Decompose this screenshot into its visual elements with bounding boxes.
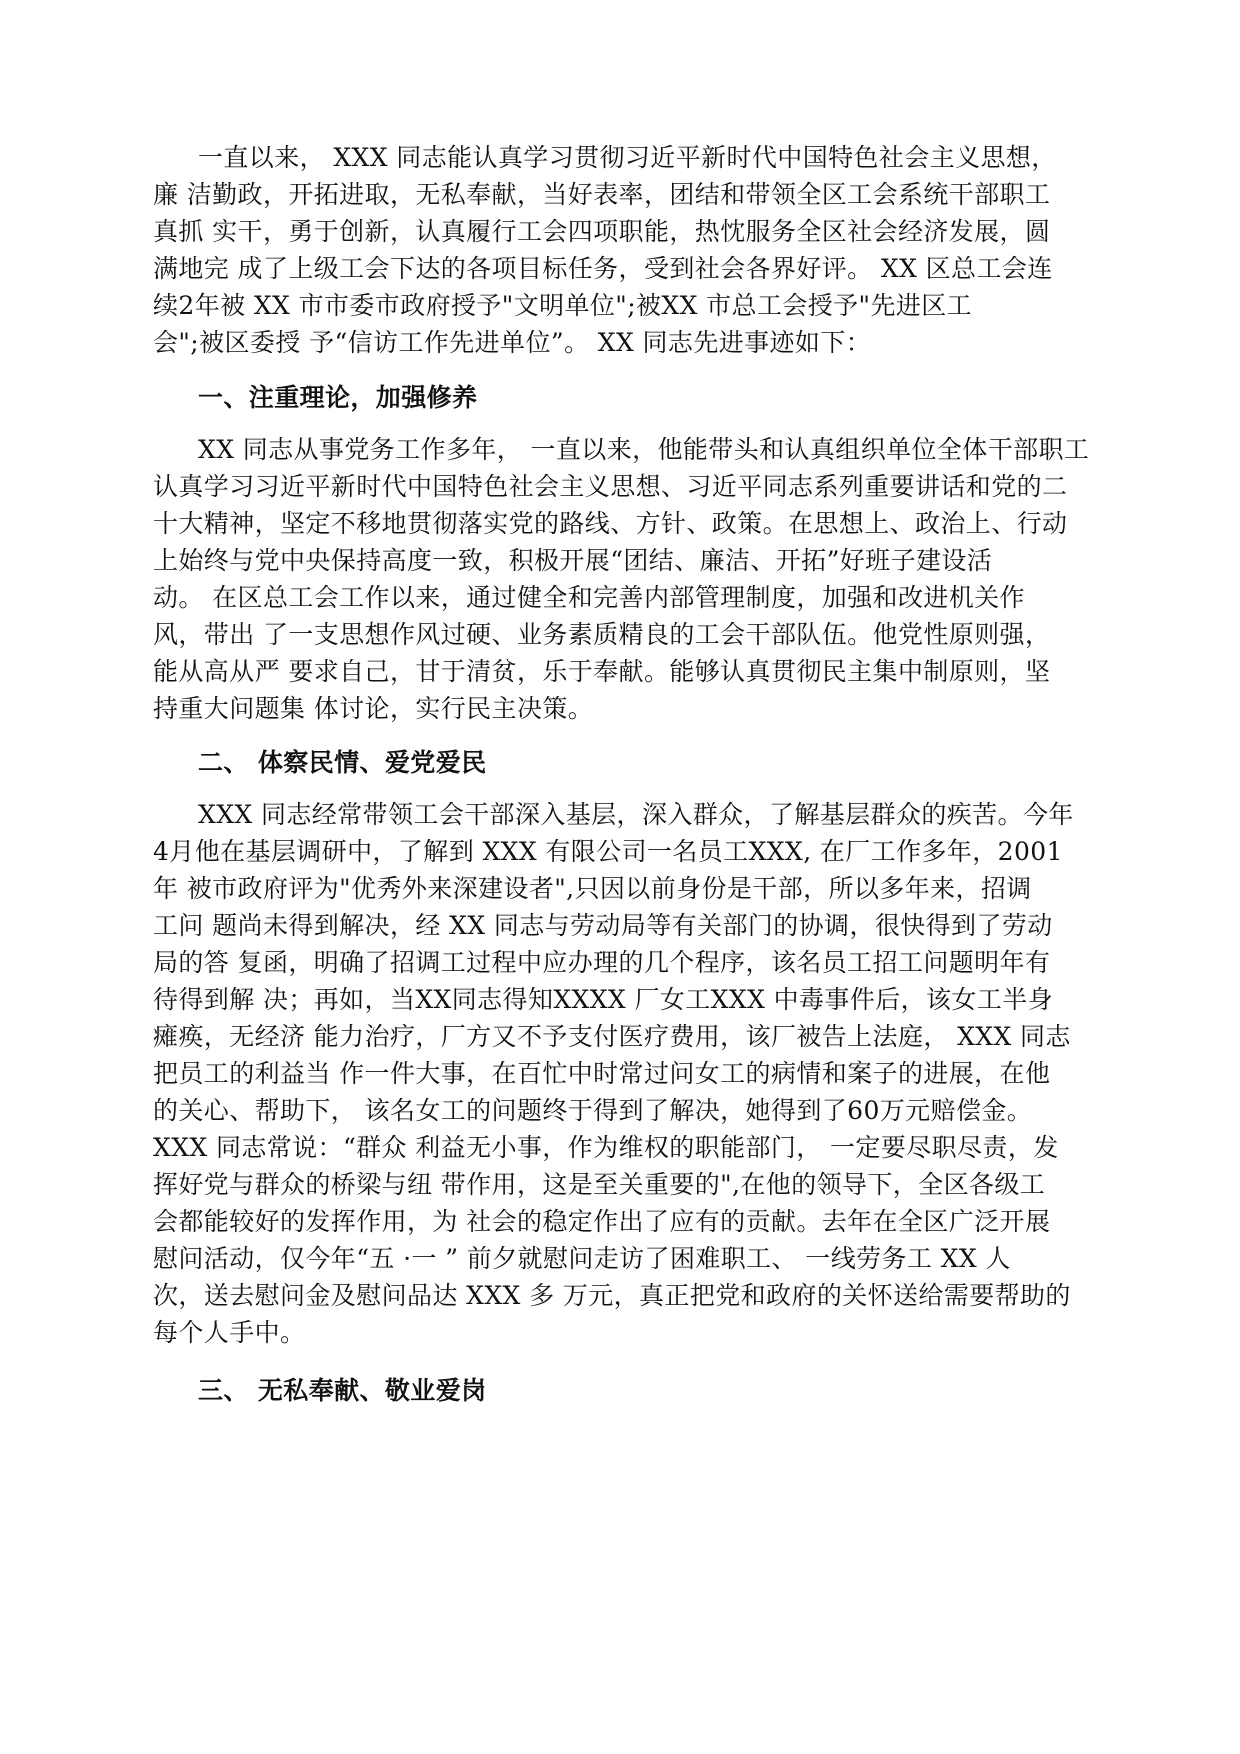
section1-line-6: 风，带出 了一支思想作风过硬、业务素质精良的工会干部队伍。他党性原则强， [153, 620, 1051, 649]
intro-line-2: 廉 洁勤政，开拓进取，无私奉献，当好表率，团结和带领全区工会系统干部职工 [153, 180, 1051, 209]
section1-heading: 一、注重理论，加强修养 [198, 383, 478, 412]
section2-line-1: XXX 同志经常带领工会干部深入基层，深入群众，了解基层群众的疾苦。今年 [198, 800, 1074, 829]
section1-line-2: 认真学习习近平新时代中国特色社会主义思想、习近平同志系列重要讲话和党的二 [153, 472, 1068, 501]
intro-line-6: 会";被区委授 予“信访工作先进单位”。 XX 同志先进事迹如下： [153, 328, 872, 357]
section2-line-10: XXX 同志常说：“群众 利益无小事，作为维权的职能部门， 一定要尽职尽责，发 [153, 1133, 1059, 1162]
section1-line-5: 动。 在区总工会工作以来，通过健全和完善内部管理制度，加强和改进机关作 [153, 583, 1025, 612]
section3-heading: 三、 无私奉献、敬业爱岗 [198, 1376, 487, 1405]
section2-line-11: 挥好党与群众的桥梁与纽 带作用，这是至关重要的",在他的领导下，全区各级工 [153, 1170, 1046, 1199]
section1-line-3: 十大精神，坚定不移地贯彻落实党的路线、方针、政策。在思想上、政治上、行动 [153, 509, 1068, 538]
section2-line-15: 每个人手中。 [153, 1318, 306, 1347]
intro-line-5: 续2年被 XX 市市委市政府授予"文明单位";被XX 市总工会授予"先进区工 [153, 291, 973, 320]
section1-line-7: 能从高从严 要求自己，甘于清贫，乐于奉献。能够认真贯彻民主集中制原则，坚 [153, 657, 1051, 686]
section2-line-5: 局的答 复函，明确了招调工过程中应办理的几个程序，该名员工招工问题明年有 [153, 948, 1051, 977]
intro-line-1: 一直以来， XXX 同志能认真学习贯彻习近平新时代中国特色社会主义思想， [198, 143, 1057, 172]
section2-line-3: 年 被市政府评为"优秀外来深建设者",只因以前身份是干部，所以多年来，招调 [153, 874, 1032, 903]
section2-line-12: 会都能较好的发挥作用，为 社会的稳定作出了应有的贡献。去年在全区广泛开展 [153, 1207, 1051, 1236]
section1-line-8: 持重大问题集 体讨论，实行民主决策。 [153, 694, 594, 723]
section2-line-13: 慰问活动，仅今年“五 ·一 ” 前夕就慰问走访了困难职工、 一线劳务工 XX 人 [153, 1244, 1011, 1273]
section2-line-6: 待得到解 决；再如，当XX同志得知XXXX 厂女工XXX 中毒事件后，该女工半身 [153, 985, 1054, 1014]
section2-heading: 二、 体察民情、爱党爱民 [198, 748, 487, 777]
section2-line-9: 的关心、帮助下， 该名女工的问题终于得到了解决，她得到了60万元赔偿金。 [153, 1096, 1033, 1125]
section1-line-1: XX 同志从事党务工作多年， 一直以来，他能带头和认真组织单位全体干部职工 [198, 435, 1090, 464]
section2-line-14: 次，送去慰问金及慰问品达 XXX 多 万元，真正把党和政府的关怀送给需要帮助的 [153, 1281, 1071, 1310]
section2-line-4: 工问 题尚未得到解决，经 XX 同志与劳动局等有关部门的协调，很快得到了劳动 [153, 911, 1053, 940]
intro-line-4: 满地完 成了上级工会下达的各项目标任务，受到社会各界好评。 XX 区总工会连 [153, 254, 1053, 283]
section2-line-2: 4月他在基层调研中，了解到 XXX 有限公司一名员工XXX, 在厂工作多年，2001 [153, 837, 1063, 866]
intro-line-3: 真抓 实干，勇于创新，认真履行工会四项职能，热忱服务全区社会经济发展，圆 [153, 217, 1051, 246]
section2-line-8: 把员工的利益当 作一件大事，在百忙中时常过问女工的病情和案子的进展，在他 [153, 1059, 1051, 1088]
section2-line-7: 瘫痪，无经济 能力治疗，厂方又不予支付医疗费用，该厂被告上法庭， XXX 同志 [153, 1022, 1071, 1051]
section1-line-4: 上始终与党中央保持高度一致，积极开展“团结、廉洁、开拓”好班子建设活 [153, 546, 993, 575]
